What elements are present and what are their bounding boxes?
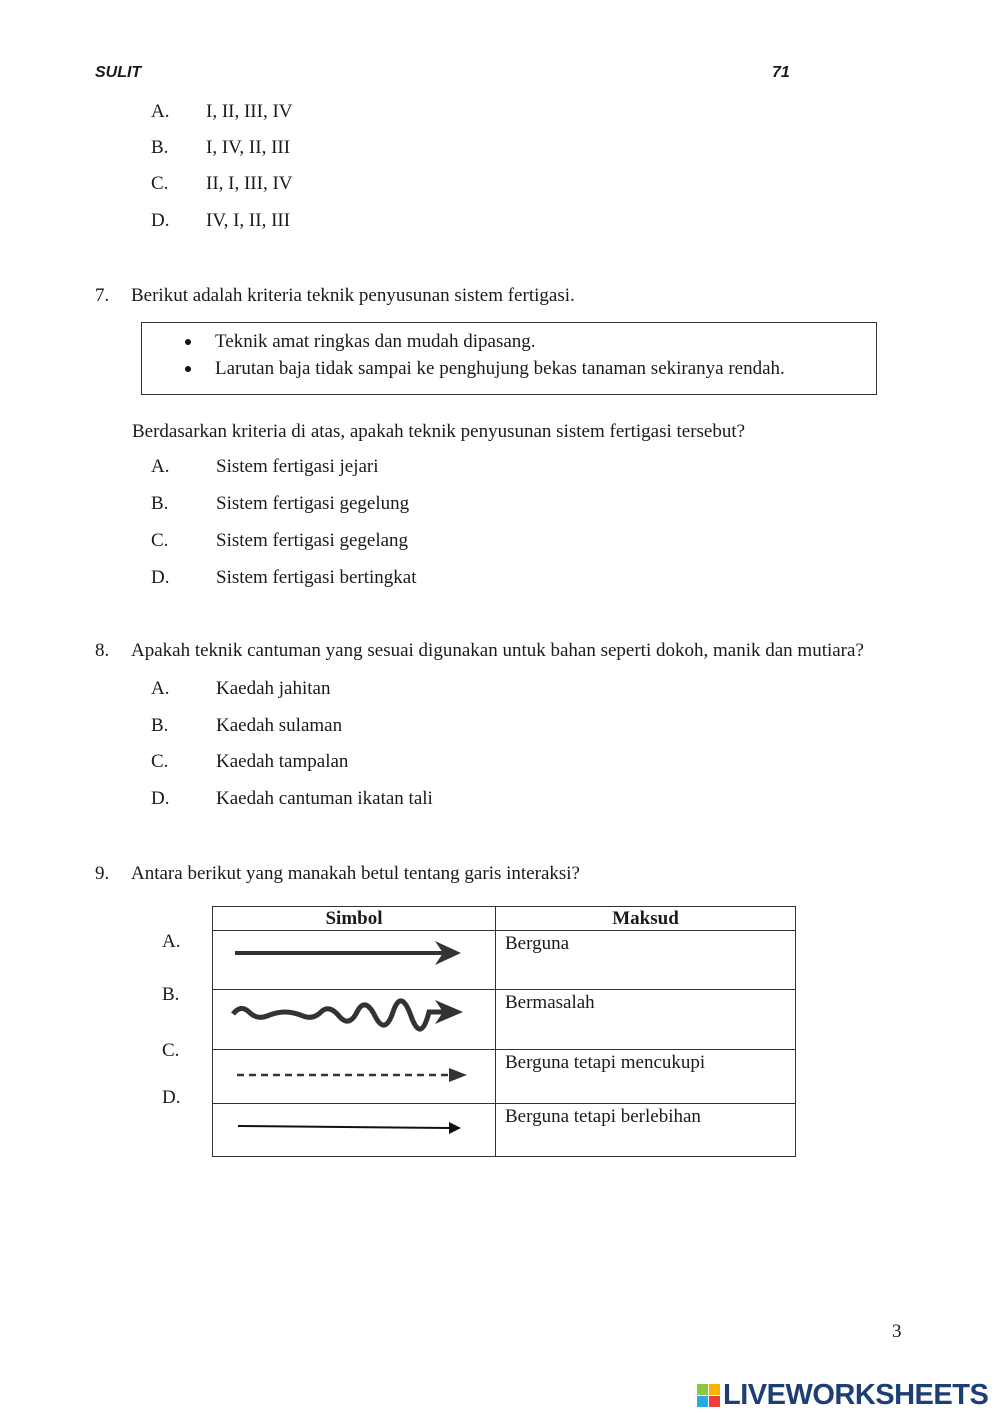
option-text: II, I, III, IV bbox=[206, 173, 293, 194]
wavy-arrow-icon bbox=[213, 990, 495, 1043]
option-letter: B. bbox=[151, 493, 169, 514]
meaning-cell: Bermasalah bbox=[496, 990, 796, 1050]
header-maksud: Maksud bbox=[496, 907, 796, 931]
question-prompt: Berdasarkan kriteria di atas, apakah teknik penyusunan sistem fertigasi tersebut? bbox=[132, 421, 746, 442]
row-letter: D. bbox=[162, 1087, 181, 1108]
option-text: I, IV, II, III bbox=[206, 137, 291, 158]
table-row bbox=[213, 1104, 796, 1157]
question-text: Berikut adalah kriteria teknik penyusunan sistem fertigasi. bbox=[131, 285, 575, 306]
option-text: Sistem fertigasi gegelang bbox=[216, 530, 409, 551]
table-row bbox=[213, 931, 796, 990]
question-number: 9. bbox=[95, 863, 110, 884]
option-letter: C. bbox=[151, 530, 169, 551]
logo-tiles-icon bbox=[697, 1384, 720, 1407]
symbol-cell bbox=[213, 931, 496, 990]
liveworksheets-logo bbox=[697, 1379, 988, 1412]
thick-arrow-icon bbox=[213, 931, 495, 983]
row-letter: B. bbox=[162, 984, 180, 1005]
criteria-item: Teknik amat ringkas dan mudah dipasang. bbox=[215, 331, 536, 352]
meaning-cell: Berguna tetapi mencukupi bbox=[496, 1050, 796, 1104]
option-letter: A. bbox=[151, 678, 170, 699]
interaction-lines-table bbox=[212, 906, 796, 1157]
meaning-cell: Berguna bbox=[496, 931, 796, 990]
table-row bbox=[213, 1050, 796, 1104]
option-letter: C. bbox=[151, 173, 169, 194]
symbol-cell bbox=[213, 1104, 496, 1157]
option-text: Kaedah sulaman bbox=[216, 715, 343, 736]
bullet-icon bbox=[185, 366, 191, 372]
header-code: 71 bbox=[772, 64, 790, 81]
option-text: Sistem fertigasi jejari bbox=[216, 456, 379, 477]
symbol-cell bbox=[213, 990, 496, 1050]
option-letter: D. bbox=[151, 210, 170, 231]
page-number: 3 bbox=[892, 1321, 902, 1342]
header-classification: SULIT bbox=[95, 64, 142, 81]
thin-arrow-icon bbox=[213, 1104, 495, 1150]
bullet-icon bbox=[185, 339, 191, 345]
option-letter: B. bbox=[151, 137, 169, 158]
option-letter: B. bbox=[151, 715, 169, 736]
option-text: Kaedah cantuman ikatan tali bbox=[216, 788, 433, 809]
question-text: Apakah teknik cantuman yang sesuai digunakan untuk bahan seperti dokoh, manik dan mutiara? bbox=[131, 640, 864, 661]
row-letter: A. bbox=[162, 931, 181, 952]
logo-text: LIVEWORKSHEETS bbox=[723, 1379, 989, 1411]
option-letter: A. bbox=[151, 456, 170, 477]
meaning-cell: Berguna tetapi berlebihan bbox=[496, 1104, 796, 1157]
option-letter: D. bbox=[151, 567, 170, 588]
table-header-row bbox=[213, 907, 796, 931]
option-text: Kaedah jahitan bbox=[216, 678, 331, 699]
option-text: I, II, III, IV bbox=[206, 101, 293, 122]
dashed-arrow-icon bbox=[213, 1050, 495, 1097]
question-number: 8. bbox=[95, 640, 110, 661]
row-letter: C. bbox=[162, 1040, 180, 1061]
criteria-item: Larutan baja tidak sampai ke penghujung bekas tanaman sekiranya rendah. bbox=[215, 358, 785, 379]
option-text: Sistem fertigasi gegelung bbox=[216, 493, 410, 514]
option-text: Kaedah tampalan bbox=[216, 751, 349, 772]
option-text: Sistem fertigasi bertingkat bbox=[216, 567, 417, 588]
symbol-cell bbox=[213, 1050, 496, 1104]
option-text: IV, I, II, III bbox=[206, 210, 291, 231]
question-number: 7. bbox=[95, 285, 110, 306]
question-text: Antara berikut yang manakah betul tentang garis interaksi? bbox=[131, 863, 580, 884]
option-letter: D. bbox=[151, 788, 170, 809]
option-letter: A. bbox=[151, 101, 170, 122]
table-row bbox=[213, 990, 796, 1050]
header-simbol: Simbol bbox=[213, 907, 496, 931]
option-letter: C. bbox=[151, 751, 169, 772]
